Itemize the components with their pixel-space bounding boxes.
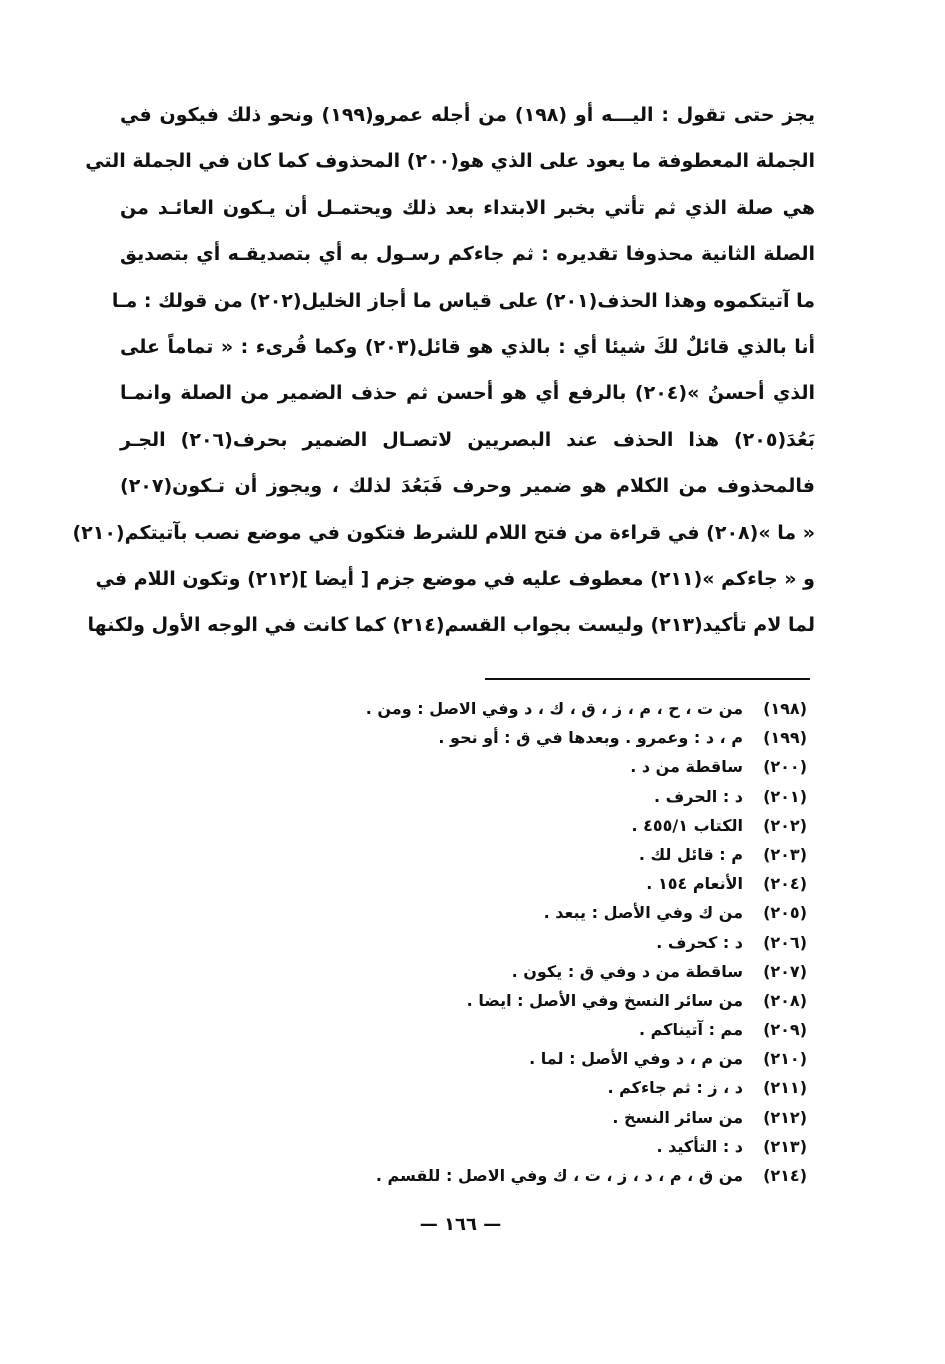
footnote-text: من ق ، م ، د ، ز ، ت ، ك وفي الاصل : للقسم . — [375, 1166, 743, 1185]
footnote-item — [247, 1132, 807, 1161]
footnote-number: (٢٠٤) — [763, 874, 807, 894]
footnote-item — [247, 723, 807, 752]
main-text — [72, 92, 815, 649]
text-line: ما آتيتكموه وهذا الحذف(٢٠١) على قياس ما أجاز الخليل(٢٠٢) من قولك : مـا — [111, 289, 815, 312]
footnote-number: (١٩٨) — [763, 699, 807, 718]
footnote-item — [247, 928, 807, 957]
footnote-text: د : كحرف . — [656, 932, 743, 952]
text-line: هي صلة الذي ثم تأتي بخبر الابتداء بعد ذلك ويحتمـل أن يـكون العائـد من — [120, 196, 815, 219]
footnote-number: (٢٠٨) — [763, 990, 807, 1010]
footnote-item — [247, 869, 807, 898]
footnote-item — [247, 811, 807, 840]
footnote-number: (٢١٤) — [763, 1166, 807, 1185]
footnote-text: الكتاب ٤٥٥/١ . — [631, 815, 743, 835]
text-line: لما لام تأكيد(٢١٣) وليست بجواب القسم(٢١٤) كما كانت في الوجه الأول ولكنها — [87, 614, 815, 637]
text-line: الذي أحسنُ »(٢٠٤) بالرفع أي هو أحسن ثم حذف الضمير من الصلة وانمـا — [120, 382, 815, 405]
text-line: بَعُدَ(٢٠٥) هذا الحذف عند البصريين لاتصـال الضمير بحرف(٢٠٦) الجـر — [120, 428, 815, 451]
footnote-text: من م ، د وفي الأصل : لما . — [529, 1049, 743, 1069]
footnote-item — [247, 782, 807, 811]
footnote-item — [247, 1015, 807, 1044]
footnote-number: (٢١٢) — [763, 1107, 807, 1127]
footnote-number: (٢٠٧) — [763, 961, 807, 981]
text-line: « ما »(٢٠٨) في قراءة من فتح اللام للشرط فتكون في موضع نصب بآتيتكم(٢١٠) — [72, 521, 815, 544]
footnote-item — [247, 957, 807, 986]
footnote-item — [247, 752, 807, 781]
footnote-number: (٢٠٦) — [763, 932, 807, 952]
footnote-item — [247, 986, 807, 1015]
text-line: أنا بالذي قائلٌ لكَ شيئا أي : بالذي هو قائل(٢٠٣) وكما قُرىء : « تماماً على — [120, 335, 815, 358]
footnote-text: د : التأكيد . — [656, 1136, 743, 1156]
text-line: يجز حتى تقول : اليـــه أو (١٩٨) من أجله عمرو(١٩٩) ونحو ذلك فيكون في — [120, 104, 815, 126]
footnote-item — [247, 1103, 807, 1132]
footnote-divider — [485, 678, 810, 680]
footnote-item — [247, 1161, 807, 1190]
footnote-number: (١٩٩) — [763, 728, 807, 748]
footnote-text: د ، ز : ثم جاءكم . — [607, 1078, 743, 1098]
footnote-text: م ، د : وعمرو . وبعدها في ق : أو نحو . — [438, 728, 743, 748]
footnote-number: (٢١٣) — [763, 1136, 807, 1156]
footnote-text: من سائر النسخ وفي الأصل : ايضا . — [466, 990, 743, 1010]
footnote-number: (٢٠٥) — [763, 903, 807, 923]
footnote-number: (٢٠٩) — [763, 1020, 807, 1040]
footnote-item — [247, 898, 807, 927]
page-number-text: — ١٦٦ — — [419, 1214, 502, 1235]
text-line: و « جاءكم »(٢١١) معطوف عليه في موضع جزم [ أيضا ](٢١٢) وتكون اللام في — [95, 567, 815, 590]
page-number — [0, 1214, 945, 1235]
footnote-item — [247, 1073, 807, 1102]
footnote-text: من سائر النسخ . — [612, 1107, 743, 1127]
footnote-text: مم : آتيناكم . — [638, 1020, 743, 1040]
footnote-item — [247, 694, 807, 723]
footnote-text: من ت ، ح ، م ، ز ، ق ، ك ، د وفي الاصل : ومن . — [365, 699, 743, 718]
footnote-number: (٢١١) — [763, 1078, 807, 1098]
footnote-text: م : قائل لك . — [638, 844, 743, 864]
footnote-item — [247, 840, 807, 869]
text-line: الصلة الثانية محذوفا تقديره : ثم جاءكم رسـول به أي بتصديقـه أي بتصديق — [120, 243, 815, 266]
footnote-number: (٢٠٢) — [763, 815, 807, 835]
footnote-text: د : الحرف . — [654, 786, 743, 806]
footnote-number: (٢٠١) — [763, 786, 807, 806]
footnote-text: ساقطة من د وفي ق : يكون . — [511, 961, 743, 981]
footnotes — [247, 694, 807, 1190]
footnote-text: ساقطة من د . — [630, 757, 743, 777]
text-line: الجملة المعطوفة ما يعود على الذي هو(٢٠٠) المحذوف كما كان في الجملة التي — [85, 150, 815, 173]
footnote-number: (٢٠٣) — [763, 844, 807, 864]
footnote-number: (٢١٠) — [763, 1049, 807, 1069]
footnote-text: الأنعام ١٥٤ . — [646, 874, 743, 894]
footnote-item — [247, 1044, 807, 1073]
footnote-text: من ك وفي الأصل : يبعد . — [543, 903, 743, 923]
footnote-number: (٢٠٠) — [763, 757, 807, 777]
text-line: فالمحذوف من الكلام هو ضمير وحرف فَبَعُدَ لذلك ، ويجوز أن تـكون(٢٠٧) — [120, 475, 815, 498]
